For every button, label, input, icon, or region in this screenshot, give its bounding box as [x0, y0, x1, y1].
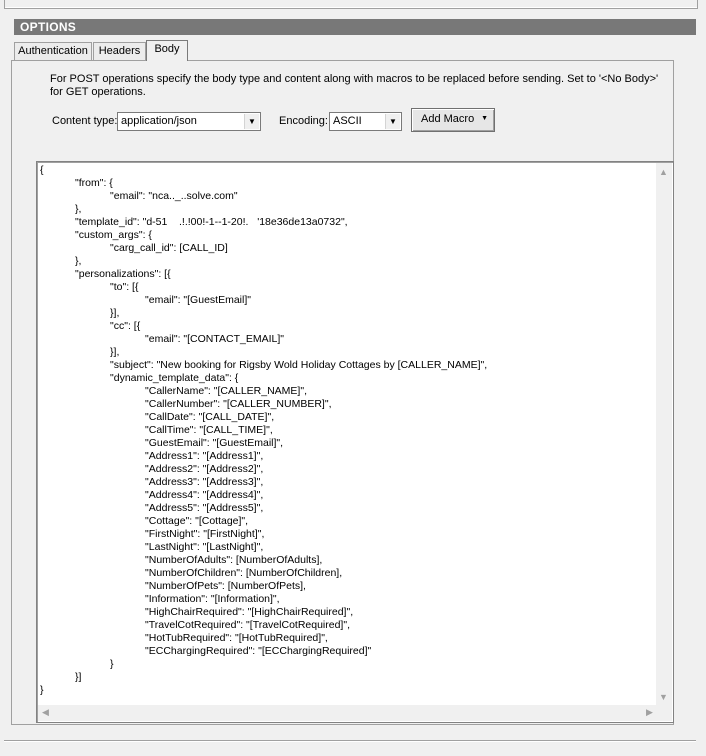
add-macro-button[interactable]: [411, 108, 495, 132]
options-section-header: OPTIONS: [14, 19, 696, 35]
encoding-select[interactable]: [329, 112, 402, 131]
scroll-up-arrow-icon[interactable]: ▲: [659, 167, 668, 177]
content-type-value: application/json: [121, 115, 197, 127]
scroll-right-arrow-icon[interactable]: ▶: [646, 707, 653, 717]
tab-body[interactable]: Body: [146, 40, 188, 61]
encoding-value: ASCII: [333, 115, 362, 127]
chevron-down-icon[interactable]: ▼: [385, 114, 400, 129]
dropdown-arrow-icon: ▼: [481, 115, 488, 122]
vertical-scrollbar[interactable]: [656, 163, 672, 706]
body-description: For POST operations specify the body type and content along with macros to be replaced before sending. Set to '<No Body>' for GET operations.: [50, 73, 659, 98]
scroll-down-arrow-icon[interactable]: ▼: [659, 692, 668, 702]
content-type-label: Content type:: [52, 115, 118, 127]
scroll-left-arrow-icon[interactable]: ◀: [42, 707, 49, 717]
top-panel-frame: [4, 0, 698, 9]
scrollbar-corner: [656, 705, 672, 721]
body-content-text[interactable]: { "from": { "email": "nca.._..solve.com" }, "template_id": "d-51 .!.!00!-1--1-20!. '18e36de13a0732", "custom_args": { "carg_call_id": [CALL_ID] }, "personalizations": [{ "to": [{ "email": "[GuestEmail]" }], "cc": [{ "email": "[CONTACT_EMAIL]" }], "subject": "New booking for Rigsby Wold Holiday Cottages by [CALLER_NAME]", "dynamic_template_data": { "CallerName": "[CALLER_NAME]", "CallerNumber": "[CALLER_NUMBER]", "CallDate": "[CALL_DATE]", "CallTime": "[CALL_TIME]", "GuestEmail": "[GuestEmail]", "Address1": "[Address1]", "Address2": "[Address2]", "Address3": "[Address3]", "Address4": "[Address4]", "Address5": "[Address5]", "Cottage": "[Cottage]", "FirstNight": "[FirstNight]", "LastNight": "[LastNight]", "NumberOfAdults": [NumberOfAdults], "NumberOfChildren": [NumberOfChildren], "NumberOfPets": [NumberOfPets], "Information": "[Information]", "HighChairRequired": "[HighChairRequired]", "TravelCotRequired": "[TravelCotRequired]", "HotTubRequired": "[HotTubRequired]", "ECChargingRequired": "[ECChargingRequired]" } }] }: [40, 164, 488, 696]
encoding-label: Encoding:: [279, 115, 328, 127]
content-type-select[interactable]: [117, 112, 261, 131]
chevron-down-icon[interactable]: ▼: [244, 114, 259, 129]
tab-authentication[interactable]: Authentication: [14, 42, 92, 60]
tab-headers[interactable]: Headers: [93, 42, 146, 60]
bottom-divider-highlight: [4, 741, 696, 742]
horizontal-scrollbar[interactable]: [38, 705, 657, 721]
add-macro-label: Add Macro: [421, 113, 475, 125]
body-content-editor[interactable]: [36, 161, 674, 723]
